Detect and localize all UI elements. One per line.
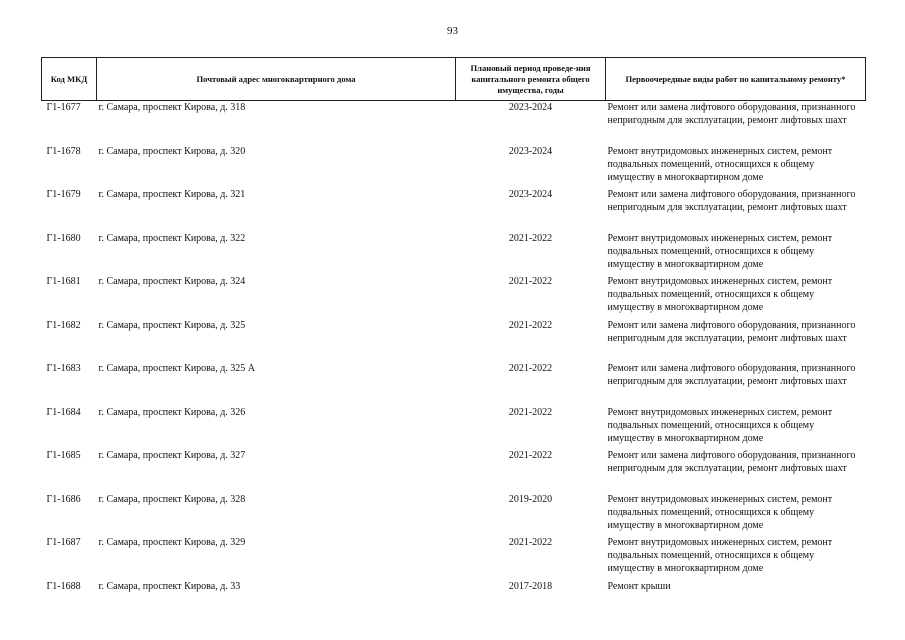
table-row [42,275,866,319]
row-address: г. Самара, проспект Кирова, д. 327 [98,450,246,461]
row-works: Ремонт внутридомовых инженерных систем, ремонт подвальных помещений, относящихся к общему имуществу в многоквартирном доме [607,493,833,531]
row-address: г. Самара, проспект Кирова, д. 328 [98,493,246,505]
row-works: Ремонт или замена лифтового оборудования, признанного непригодным для эксплуатации, ремонт лифтовых шахт [607,102,856,126]
row-period: 2021-2022 [508,276,553,287]
row-period: 2017-2018 [508,580,553,592]
row-code: Г1-1681 [46,276,81,287]
row-code: Г1-1688 [46,580,81,592]
repair-schedule-table [41,57,866,596]
row-period: 2021-2022 [508,232,553,244]
row-period: 2019-2020 [508,493,553,505]
table-row [42,536,866,580]
page-number: 93 [447,25,458,37]
row-period: 2023-2024 [508,145,553,157]
row-period: 2021-2022 [508,363,553,374]
row-period: 2023-2024 [508,102,553,113]
row-works: Ремонт крыши [607,580,671,592]
row-address: г. Самара, проспект Кирова, д. 321 [98,189,246,200]
table-row [42,580,866,596]
header-works: Первоочередные виды работ по капитальному ремонту* [606,58,866,101]
row-code: Г1-1683 [46,363,81,374]
row-works: Ремонт или замена лифтового оборудования, признанного непригодным для эксплуатации, ремонт лифтовых шахт [607,319,856,344]
header-period: Плановый период проведе-ния капитального ремонта общего имущества, годы [456,58,606,101]
table-row [42,232,866,276]
row-works: Ремонт или замена лифтового оборудования, признанного непригодным для эксплуатации, ремонт лифтовых шахт [607,450,856,474]
row-address: г. Самара, проспект Кирова, д. 329 [98,537,246,548]
row-code: Г1-1685 [46,450,81,461]
row-code: Г1-1679 [46,189,81,200]
row-code: Г1-1687 [46,537,81,548]
table-body [42,101,866,596]
table-row [42,449,866,493]
table-row [42,406,866,450]
row-works: Ремонт внутридомовых инженерных систем, ремонт подвальных помещений, относящихся к общему имуществу в многоквартирном доме [607,276,833,313]
row-period: 2023-2024 [508,189,553,200]
row-period: 2021-2022 [508,450,553,461]
row-code: Г1-1678 [46,145,81,157]
table-header [42,58,866,101]
table-row [42,362,866,406]
row-code: Г1-1682 [46,319,81,331]
row-address: г. Самара, проспект Кирова, д. 33 [98,580,241,592]
row-works: Ремонт внутридомовых инженерных систем, ремонт подвальных помещений, относящихся к общему имуществу в многоквартирном доме [607,406,833,444]
row-address: г. Самара, проспект Кирова, д. 325 [98,319,246,331]
row-code: Г1-1684 [46,406,81,418]
header-code: Код МКД [42,58,97,101]
row-code: Г1-1680 [46,232,81,244]
row-address: г. Самара, проспект Кирова, д. 318 [98,102,246,113]
header-row [42,58,866,101]
row-code: Г1-1686 [46,493,81,505]
row-works: Ремонт внутридомовых инженерных систем, ремонт подвальных помещений, относящихся к общему имуществу в многоквартирном доме [607,145,833,183]
table-row [42,319,866,363]
row-works: Ремонт или замена лифтового оборудования, признанного непригодным для эксплуатации, ремонт лифтовых шахт [607,189,856,213]
header-address: Почтовый адрес многоквартирного дома [97,58,456,101]
row-address: г. Самара, проспект Кирова, д. 322 [98,232,246,244]
row-works: Ремонт внутридомовых инженерных систем, ремонт подвальных помещений, относящихся к общему имуществу в многоквартирном доме [607,537,833,574]
row-works: Ремонт или замена лифтового оборудования, признанного непригодным для эксплуатации, ремонт лифтовых шахт [607,363,856,387]
row-address: г. Самара, проспект Кирова, д. 324 [98,276,246,287]
row-address: г. Самара, проспект Кирова, д. 326 [98,406,246,418]
row-code: Г1-1677 [46,102,81,113]
table-row [42,493,866,537]
row-period: 2021-2022 [508,319,553,331]
table-row [42,145,866,189]
row-address: г. Самара, проспект Кирова, д. 320 [98,145,246,157]
table-row [42,101,866,145]
row-period: 2021-2022 [508,537,553,548]
row-works: Ремонт внутридомовых инженерных систем, ремонт подвальных помещений, относящихся к общему имуществу в многоквартирном доме [607,232,833,270]
row-period: 2021-2022 [508,406,553,418]
table-row [42,188,866,232]
row-address: г. Самара, проспект Кирова, д. 325 А [98,363,256,374]
